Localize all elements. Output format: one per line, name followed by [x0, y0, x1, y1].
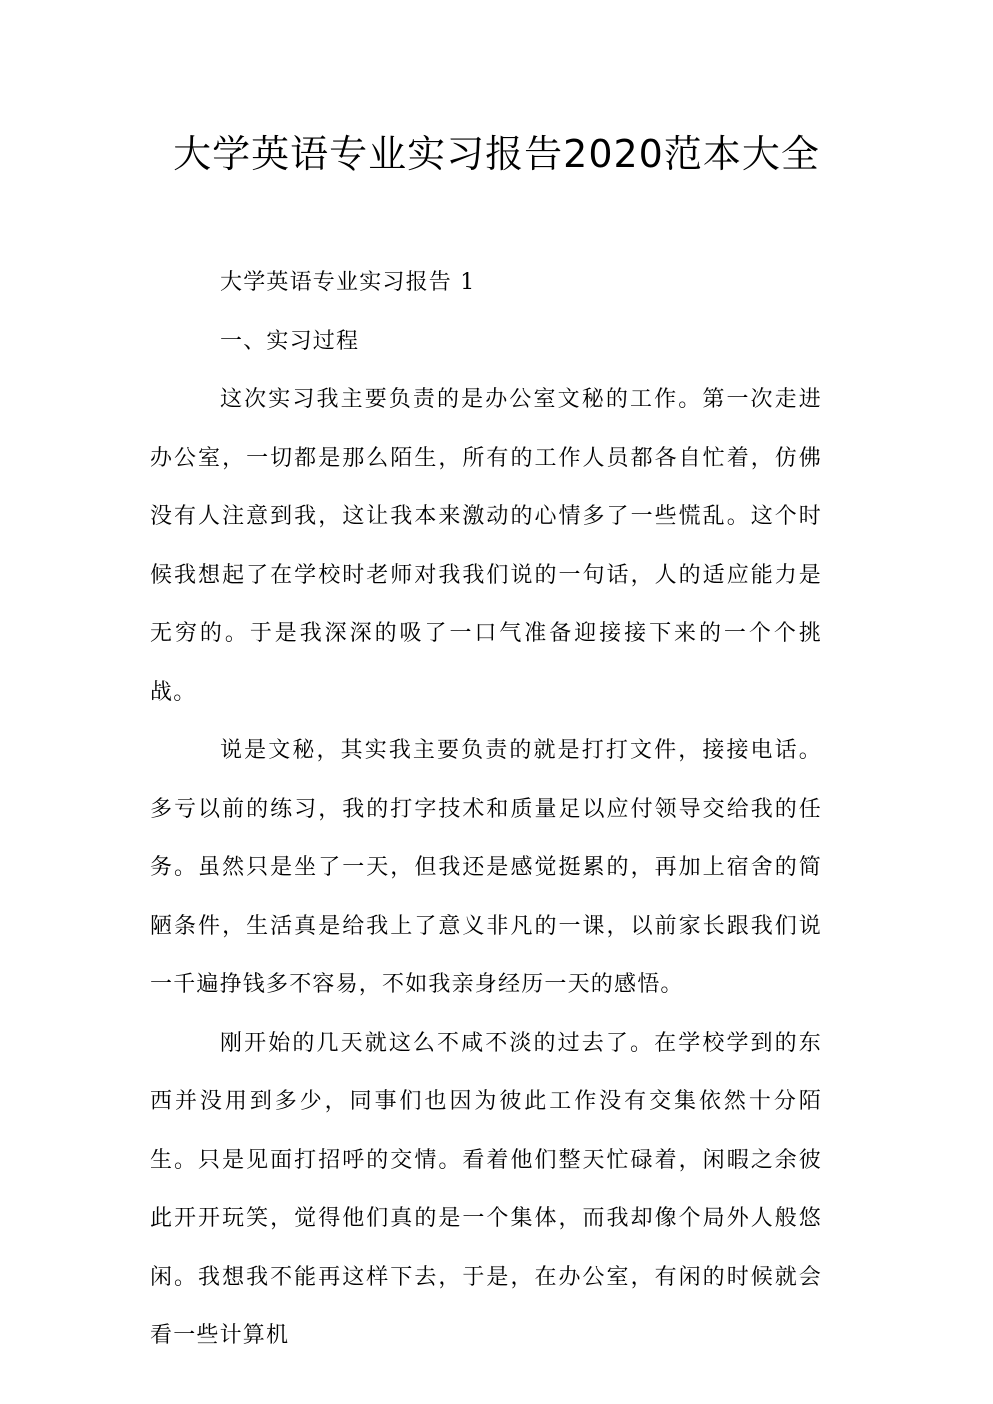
- paragraph: 说是文秘，其实我主要负责的就是打打文件，接接电话。多亏以前的练习，我的打字技术和质量足以应付领导交给我的任务。虽然只是坐了一天，但我还是感觉挺累的，再加上宿舍的简陋条件，生活真是给我上了意义非凡的一课，以前家长跟我们说一千遍挣钱多不容易，不如我亲身经历一天的感悟。: [150, 738, 822, 997]
- paragraph: 刚开始的几天就这么不咸不淡的过去了。在学校学到的东西并没用到多少，同事们也因为彼此工作没有交集依然十分陌生。只是见面打招呼的交情。看着他们整天忙碌着，闲暇之余彼此开开玩笑，觉得他们真的是一个集体，而我却像个局外人般悠闲。我想我不能再这样下去，于是，在办公室，有闲的时候就会看一些计算机: [150, 1030, 822, 1348]
- document-body: [150, 254, 822, 1366]
- paragraph: 这次实习我主要负责的是办公室文秘的工作。第一次走进办公室，一切都是那么陌生，所有的工作人员都各自忙着，仿佛没有人注意到我，这让我本来激动的心情多了一些慌乱。这个时候我想起了在学校时老师对我我们说的一句话，人的适应能力是无穷的。于是我深深的吸了一口气准备迎接接下来的一个个挑战。: [150, 387, 822, 705]
- section-title: 大学英语专业实习报告 1: [220, 270, 476, 295]
- heading-internship-process: 一、实习过程: [220, 328, 360, 354]
- document-title: 大学英语专业实习报告2020范本大全: [173, 132, 820, 176]
